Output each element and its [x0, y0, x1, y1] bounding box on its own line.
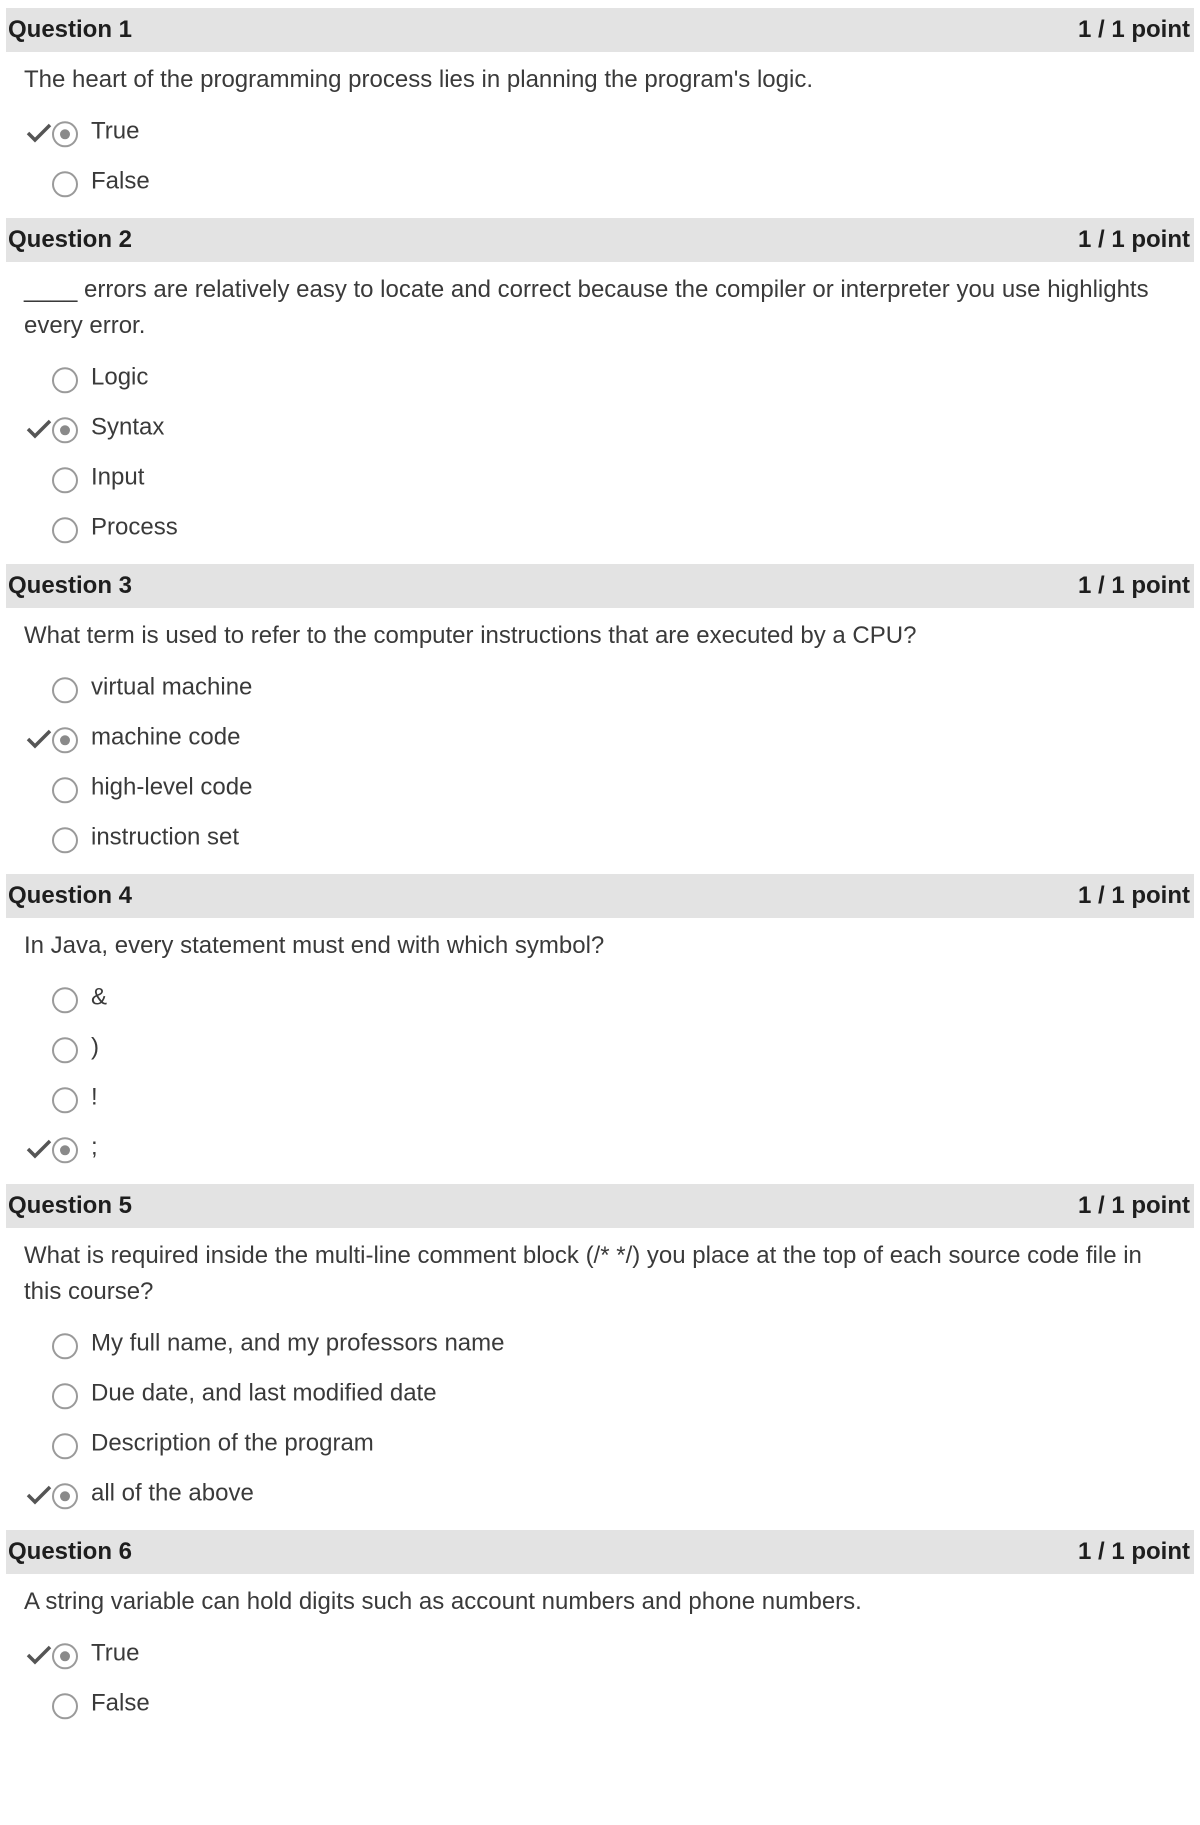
radio-button[interactable] [52, 1087, 78, 1113]
answer-option[interactable] [0, 974, 1200, 1024]
answer-label: ; [91, 1133, 98, 1161]
answer-option[interactable] [0, 764, 1200, 814]
radio-button[interactable] [52, 417, 78, 443]
radio-button[interactable] [52, 1643, 78, 1669]
radio-button[interactable] [52, 367, 78, 393]
answer-label: My full name, and my professors name [91, 1329, 505, 1357]
answer-label: all of the above [91, 1479, 254, 1507]
answer-option[interactable] [0, 1420, 1200, 1470]
answer-option[interactable] [0, 354, 1200, 404]
question-header [6, 564, 1194, 608]
answer-option[interactable] [0, 1024, 1200, 1074]
answer-option[interactable] [0, 1370, 1200, 1420]
checkmark-icon [26, 1484, 52, 1506]
question-2 [0, 208, 1200, 554]
answer-label: False [91, 1689, 150, 1717]
question-3 [0, 554, 1200, 864]
question-header [6, 874, 1194, 918]
question-5 [0, 1174, 1200, 1520]
answer-list [0, 98, 1200, 208]
question-6 [0, 1520, 1200, 1730]
radio-button[interactable] [52, 987, 78, 1013]
question-text: The heart of the programming process lies in planning the program's logic. [24, 66, 813, 93]
answer-label: & [91, 983, 108, 1011]
radio-button[interactable] [52, 1483, 78, 1509]
checkmark-icon [26, 122, 52, 144]
radio-button[interactable] [52, 677, 78, 703]
radio-button[interactable] [52, 171, 78, 197]
question-4 [0, 864, 1200, 1174]
answer-label: virtual machine [91, 673, 253, 701]
answer-list [0, 654, 1200, 864]
question-points: 1 / 1 point [1077, 882, 1190, 909]
question-points: 1 / 1 point [1077, 226, 1190, 253]
radio-button[interactable] [52, 777, 78, 803]
answer-label: False [91, 167, 150, 195]
question-text: In Java, every statement must end with which symbol? [24, 932, 605, 959]
radio-button[interactable] [52, 1693, 78, 1719]
question-header [6, 8, 1194, 52]
question-header [6, 1530, 1194, 1574]
checkmark-icon [26, 1138, 52, 1160]
answer-option[interactable] [0, 108, 1200, 158]
answer-option[interactable] [0, 454, 1200, 504]
answer-option[interactable] [0, 714, 1200, 764]
question-text: What is required inside the multi-line comment block (/* */) you place at the top of each source code file in this course? [24, 1242, 1142, 1305]
question-text: A string variable can hold digits such as account numbers and phone numbers. [24, 1588, 862, 1615]
radio-button[interactable] [52, 727, 78, 753]
question-points: 1 / 1 point [1077, 1538, 1190, 1565]
radio-button[interactable] [52, 1333, 78, 1359]
answer-label: Due date, and last modified date [91, 1379, 437, 1407]
answer-option[interactable] [0, 158, 1200, 208]
answer-option[interactable] [0, 1680, 1200, 1730]
checkmark-icon [26, 418, 52, 440]
radio-button[interactable] [52, 1433, 78, 1459]
answer-list [0, 1310, 1200, 1520]
answer-label: Input [91, 463, 145, 491]
question-1 [0, 0, 1200, 208]
question-title: Question 5 [8, 1192, 133, 1219]
question-header [6, 218, 1194, 262]
answer-label: True [91, 117, 140, 145]
answer-option[interactable] [0, 664, 1200, 714]
radio-button[interactable] [52, 121, 78, 147]
answer-label: Description of the program [91, 1429, 374, 1457]
answer-label: Logic [91, 363, 149, 391]
answer-label: True [91, 1639, 140, 1667]
question-text: ____ errors are relatively easy to locate and correct because the compiler or interpreter you use highlights every error. [24, 276, 1149, 339]
question-points: 1 / 1 point [1077, 16, 1190, 43]
radio-button[interactable] [52, 1137, 78, 1163]
question-text: What term is used to refer to the computer instructions that are executed by a CPU? [24, 622, 917, 649]
answer-label: ! [91, 1083, 98, 1111]
answer-list [0, 1620, 1200, 1730]
answer-option[interactable] [0, 1630, 1200, 1680]
answer-option[interactable] [0, 504, 1200, 554]
checkmark-icon [26, 728, 52, 750]
radio-button[interactable] [52, 1037, 78, 1063]
question-points: 1 / 1 point [1077, 572, 1190, 599]
answer-label: instruction set [91, 823, 240, 851]
radio-button[interactable] [52, 517, 78, 543]
question-title: Question 1 [8, 16, 133, 43]
answer-option[interactable] [0, 1470, 1200, 1520]
question-title: Question 3 [8, 572, 133, 599]
answer-option[interactable] [0, 404, 1200, 454]
checkmark-icon [26, 1644, 52, 1666]
question-points: 1 / 1 point [1077, 1192, 1190, 1219]
radio-button[interactable] [52, 467, 78, 493]
question-title: Question 4 [8, 882, 133, 909]
answer-label: Syntax [91, 413, 165, 441]
answer-option[interactable] [0, 1320, 1200, 1370]
answer-option[interactable] [0, 1074, 1200, 1124]
question-header [6, 1184, 1194, 1228]
answer-label: high-level code [91, 773, 253, 801]
answer-label: machine code [91, 723, 241, 751]
answer-option[interactable] [0, 814, 1200, 864]
question-title: Question 2 [8, 226, 133, 253]
answer-list [0, 344, 1200, 554]
radio-button[interactable] [52, 1383, 78, 1409]
question-title: Question 6 [8, 1538, 133, 1565]
answer-label: Process [91, 513, 178, 541]
radio-button[interactable] [52, 827, 78, 853]
answer-option[interactable] [0, 1124, 1200, 1174]
answer-list [0, 964, 1200, 1174]
answer-label: ) [91, 1033, 99, 1061]
